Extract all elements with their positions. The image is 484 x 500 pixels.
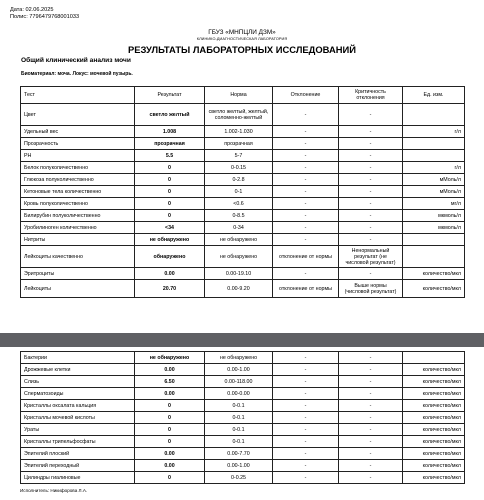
cell-criticality: -	[339, 364, 403, 376]
column-header-deviation: Отклонение	[273, 87, 339, 104]
cell-deviation: -	[273, 104, 339, 126]
cell-unit: количество/мкл	[403, 388, 465, 400]
table-row	[21, 186, 465, 198]
column-header-norm: Норма	[205, 87, 273, 104]
cell-norm: 0.00-1.00	[205, 364, 273, 376]
report-date: Дата: 02.06.2025	[10, 7, 54, 13]
cell-result: 1.008	[135, 126, 205, 138]
table-row	[21, 400, 465, 412]
cell-unit: количество/мкл	[403, 412, 465, 424]
cell-norm: 0-8.5	[205, 210, 273, 222]
cell-test-name: Кристаллы оксалата кальция	[21, 400, 135, 412]
cell-deviation: -	[273, 162, 339, 174]
cell-result: 0	[135, 436, 205, 448]
cell-unit: количество/мкл	[403, 280, 465, 298]
table-row	[21, 138, 465, 150]
cell-result: <34	[135, 222, 205, 234]
column-header-criticality: Критичность отклонения	[339, 87, 403, 104]
cell-result: 0.00	[135, 388, 205, 400]
cell-unit	[403, 138, 465, 150]
table-row	[21, 448, 465, 460]
cell-unit	[403, 104, 465, 126]
table-row	[21, 280, 465, 298]
cell-criticality: -	[339, 448, 403, 460]
cell-test-name: Эпителий плоский	[21, 448, 135, 460]
cell-deviation: -	[273, 268, 339, 280]
cell-deviation: -	[273, 138, 339, 150]
cell-deviation: -	[273, 364, 339, 376]
organization-subtitle: КЛИНИКО-ДИАГНОСТИЧЕСКАЯ ЛАБОРАТОРИЯ	[196, 37, 288, 41]
column-header-unit: Ед. изм.	[403, 87, 465, 104]
cell-unit: мкмоль/л	[403, 210, 465, 222]
cell-deviation: -	[273, 424, 339, 436]
cell-unit: мкмоль/л	[403, 222, 465, 234]
cell-unit: мМоль/л	[403, 174, 465, 186]
cell-criticality: -	[339, 352, 403, 364]
cell-deviation: -	[273, 400, 339, 412]
cell-deviation: -	[273, 126, 339, 138]
cell-norm: 0.00-7.70	[205, 448, 273, 460]
cell-criticality: -	[339, 210, 403, 222]
cell-criticality: -	[339, 126, 403, 138]
cell-deviation: -	[273, 376, 339, 388]
cell-deviation: -	[273, 222, 339, 234]
cell-criticality: -	[339, 222, 403, 234]
cell-deviation: -	[273, 412, 339, 424]
cell-result: 20.70	[135, 280, 205, 298]
column-header-result: Результат	[135, 87, 205, 104]
cell-result: прозрачная	[135, 138, 205, 150]
cell-norm: 0-0.15	[205, 162, 273, 174]
table-row	[21, 424, 465, 436]
cell-deviation: отклонение от нормы	[273, 280, 339, 298]
cell-norm: 0-1	[205, 186, 273, 198]
cell-unit: мг/л	[403, 198, 465, 210]
cell-unit	[403, 234, 465, 246]
cell-result: 0	[135, 186, 205, 198]
cell-test-name: Эритроциты	[21, 268, 135, 280]
table-row	[21, 150, 465, 162]
cell-unit	[403, 150, 465, 162]
cell-test-name: Белок полуколичественно	[21, 162, 135, 174]
cell-unit: количество/мкл	[403, 400, 465, 412]
cell-result: 0	[135, 424, 205, 436]
cell-test-name: Удельный вес	[21, 126, 135, 138]
table-row	[21, 268, 465, 280]
cell-unit: количество/мкл	[403, 424, 465, 436]
analysis-title: Общий клинический анализ мочи	[21, 57, 131, 64]
cell-result: 0	[135, 400, 205, 412]
cell-criticality: -	[339, 460, 403, 472]
cell-criticality: -	[339, 268, 403, 280]
table-row	[21, 412, 465, 424]
page-separator	[0, 333, 484, 347]
cell-norm: 0-0.25	[205, 472, 273, 484]
cell-criticality: -	[339, 388, 403, 400]
cell-norm: не обнаружено	[205, 246, 273, 268]
cell-unit: г/л	[403, 162, 465, 174]
cell-result: обнаружено	[135, 246, 205, 268]
cell-result: 0	[135, 412, 205, 424]
cell-result: 0	[135, 162, 205, 174]
cell-unit: г/л	[403, 126, 465, 138]
cell-unit	[403, 352, 465, 364]
cell-norm: не обнаружено	[205, 234, 273, 246]
cell-deviation: -	[273, 234, 339, 246]
cell-norm: 0-0.1	[205, 436, 273, 448]
cell-deviation: -	[273, 472, 339, 484]
cell-criticality: -	[339, 412, 403, 424]
cell-norm: 0-0.1	[205, 400, 273, 412]
cell-unit	[403, 246, 465, 268]
cell-test-name: Слизь	[21, 376, 135, 388]
cell-norm: 0-0.1	[205, 424, 273, 436]
cell-criticality: Ненормальный результат (не числовой результат)	[339, 246, 403, 268]
cell-unit: количество/мкл	[403, 436, 465, 448]
document-title: РЕЗУЛЬТАТЫ ЛАБОРАТОРНЫХ ИССЛЕДОВАНИЙ	[128, 44, 356, 55]
cell-test-name: Эпителий переходный	[21, 460, 135, 472]
cell-norm: <0.6	[205, 198, 273, 210]
cell-norm: 5-7	[205, 150, 273, 162]
cell-criticality: -	[339, 104, 403, 126]
cell-deviation: -	[273, 210, 339, 222]
cell-test-name: Цвет	[21, 104, 135, 126]
cell-norm: 0.00-1.00	[205, 460, 273, 472]
table-row	[21, 364, 465, 376]
table-row	[21, 222, 465, 234]
table-row	[21, 162, 465, 174]
cell-criticality: -	[339, 234, 403, 246]
organization-name: ГБУЗ «МНПЦЛИ ДЗМ»	[208, 29, 276, 36]
cell-norm: 0-2.8	[205, 174, 273, 186]
cell-result: 6.50	[135, 376, 205, 388]
cell-deviation: -	[273, 150, 339, 162]
cell-test-name: Ураты	[21, 424, 135, 436]
cell-criticality: Выше нормы (числовой результат)	[339, 280, 403, 298]
cell-test-name: Сперматозоиды	[21, 388, 135, 400]
table-row	[21, 436, 465, 448]
cell-norm: 0.00-19.10	[205, 268, 273, 280]
cell-criticality: -	[339, 400, 403, 412]
cell-test-name: Дрожжевые клетки	[21, 364, 135, 376]
cell-test-name: Глюкоза полуколичественно	[21, 174, 135, 186]
cell-unit: количество/мкл	[403, 472, 465, 484]
table-row	[21, 388, 465, 400]
results-body-1	[21, 104, 465, 298]
results-table-1	[20, 86, 465, 298]
cell-norm: 0.00-9.20	[205, 280, 273, 298]
table-row	[21, 174, 465, 186]
cell-unit: количество/мкл	[403, 460, 465, 472]
cell-deviation: -	[273, 174, 339, 186]
cell-result: 0.00	[135, 460, 205, 472]
cell-result: не обнаружено	[135, 234, 205, 246]
cell-norm: светло желтый, желтый, соломенно-желтый	[205, 104, 273, 126]
cell-norm: прозрачная	[205, 138, 273, 150]
cell-result: светло желтый	[135, 104, 205, 126]
cell-test-name: Цилиндры гиалиновые	[21, 472, 135, 484]
cell-criticality: -	[339, 138, 403, 150]
table-row	[21, 126, 465, 138]
cell-test-name: Билирубин полуколичественно	[21, 210, 135, 222]
table-row	[21, 104, 465, 126]
policy-number: Полис: 7796479768001033	[10, 14, 80, 20]
cell-deviation: -	[273, 186, 339, 198]
cell-criticality: -	[339, 472, 403, 484]
executor-name: Исполнитель: Никифорова Л.А.	[20, 488, 88, 493]
cell-result: 5.5	[135, 150, 205, 162]
cell-deviation: -	[273, 460, 339, 472]
cell-norm: 0.00-0.00	[205, 388, 273, 400]
cell-test-name: Кровь полуколичественно	[21, 198, 135, 210]
cell-result: 0	[135, 174, 205, 186]
cell-test-name: Уробилиноген количественно	[21, 222, 135, 234]
cell-unit: количество/мкл	[403, 268, 465, 280]
cell-norm: не обнаружено	[205, 352, 273, 364]
cell-criticality: -	[339, 162, 403, 174]
cell-unit: количество/мкл	[403, 376, 465, 388]
cell-norm: 0-34	[205, 222, 273, 234]
table-row	[21, 234, 465, 246]
table-row	[21, 472, 465, 484]
table-row	[21, 460, 465, 472]
cell-test-name: Бактерии	[21, 352, 135, 364]
cell-criticality: -	[339, 424, 403, 436]
cell-result: 0.00	[135, 364, 205, 376]
cell-deviation: -	[273, 388, 339, 400]
cell-test-name: Кристаллы трипельфосфаты	[21, 436, 135, 448]
report-page-2	[0, 347, 484, 500]
cell-result: 0	[135, 472, 205, 484]
cell-unit: количество/мкл	[403, 364, 465, 376]
cell-result: 0	[135, 210, 205, 222]
cell-test-name: PH	[21, 150, 135, 162]
cell-result: 0.00	[135, 448, 205, 460]
cell-norm: 0.00-118.00	[205, 376, 273, 388]
biomaterial-info: Биоматериал: моча. Локус: мочевой пузырь.	[21, 71, 133, 77]
table-row	[21, 352, 465, 364]
cell-test-name: Прозрачность	[21, 138, 135, 150]
cell-criticality: -	[339, 174, 403, 186]
cell-unit: количество/мкл	[403, 448, 465, 460]
patient-meta	[10, 7, 79, 21]
cell-test-name: Нитриты	[21, 234, 135, 246]
cell-criticality: -	[339, 198, 403, 210]
cell-test-name: Лейкоциты	[21, 280, 135, 298]
column-header-test: Тест	[21, 87, 135, 104]
table-row	[21, 198, 465, 210]
cell-deviation: отклонение от нормы	[273, 246, 339, 268]
cell-criticality: -	[339, 150, 403, 162]
table-header-row	[21, 87, 465, 104]
cell-norm: 0-0.1	[205, 412, 273, 424]
results-body-2	[21, 352, 465, 484]
cell-deviation: -	[273, 198, 339, 210]
cell-result: не обнаружено	[135, 352, 205, 364]
cell-deviation: -	[273, 352, 339, 364]
table-row	[21, 210, 465, 222]
cell-criticality: -	[339, 186, 403, 198]
results-table-2	[20, 351, 465, 484]
cell-criticality: -	[339, 436, 403, 448]
cell-test-name: Кристаллы мочевой кислоты	[21, 412, 135, 424]
cell-deviation: -	[273, 436, 339, 448]
cell-result: 0.00	[135, 268, 205, 280]
cell-criticality: -	[339, 376, 403, 388]
cell-deviation: -	[273, 448, 339, 460]
cell-norm: 1.002-1.030	[205, 126, 273, 138]
cell-test-name: Кетоновые тела количественно	[21, 186, 135, 198]
cell-test-name: Лейкоциты качественно	[21, 246, 135, 268]
table-row	[21, 376, 465, 388]
cell-unit: мМоль/л	[403, 186, 465, 198]
cell-result: 0	[135, 198, 205, 210]
table-row	[21, 246, 465, 268]
